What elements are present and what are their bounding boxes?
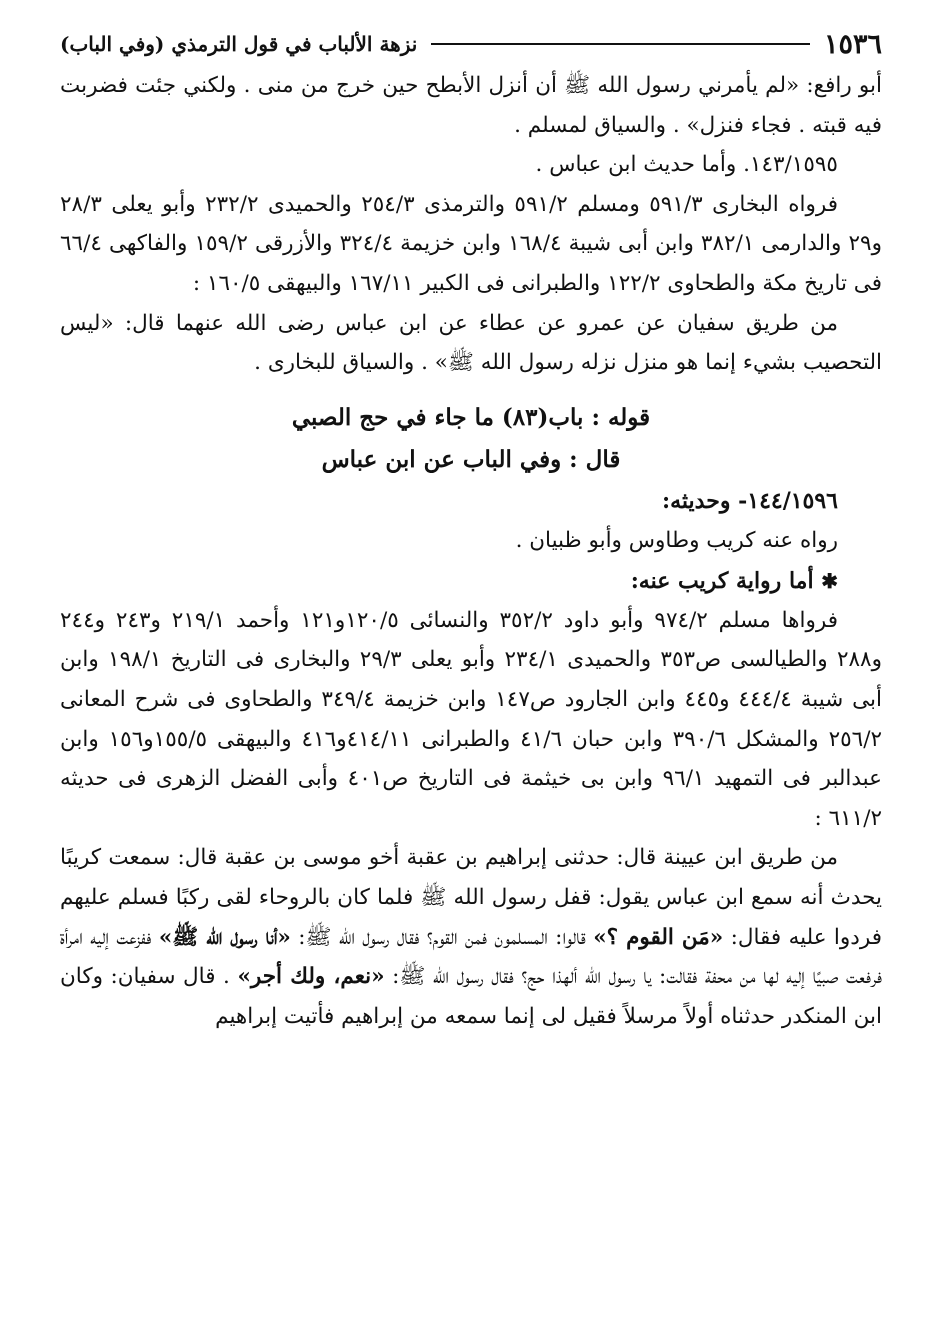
page-body (60, 66, 882, 1036)
chapter-subheading: قال : وفي الباب عن ابن عباس (321, 445, 621, 473)
hadith-1595-title: ١٤٣/١٥٩٥. وأما حديث ابن عباس . (535, 152, 838, 178)
page-number: ١٥٣٦ (823, 28, 882, 60)
isnad-text-a: من طريق ابن عيينة قال: حدثنى إبراهيم بن عقبة أخو موسى بن عقبة قال: سمعت كريبًا يحدث أنه سمع ابن عباس يقول: قفل رسول الله ﷺ فلما كان بالروحاء لقى ركبًا فسلم عليهم فردوا عليه فقال: (60, 845, 882, 950)
paragraph-isnad-1595: من طريق سفيان عن عمرو عن عطاء عن ابن عباس رضى الله عنهما قال: «ليس التحصيب بشيء إنما هو منزل نزله رسول الله ﷺ» . والسياق للبخارى . (60, 310, 882, 376)
isnad-text-c: ففزعت إليه امرأة فرفعت صبيًا إليه لها من محفة فقالت: يا رسول الله ألهذا حج؟ فقال رسول الله ﷺ: (60, 924, 882, 990)
chapter-heading: قوله : باب(٨٣) ما جاء في حج الصبي (291, 403, 651, 431)
paragraph-abu-rafi: أبو رافع: «لم يأمرني رسول الله ﷺ أن أنزل الأبطح حين خرج من منى . ولكني جئت فضربت فيه قبته . فجاء فنزل» . والسياق لمسلم . (60, 73, 882, 138)
isnad-text-b: قالوا: المسلمون فمن القوم؟ فقال رسول الله ﷺ: (290, 924, 594, 950)
star-bullet-icon: ✱ (821, 568, 838, 593)
narrators-line: رواه عنه كريب وطاوس وأبو ظبيان . (515, 527, 838, 553)
quote-naam: «نعم، ولك أجر» (237, 964, 385, 990)
running-title: نزهة الألباب في قول الترمذي (وفي الباب) (60, 32, 418, 56)
quote-ana-rasul: «أنا رسول الله ﷺ» (158, 924, 291, 950)
paragraph-takhrij-1596: فرواها مسلم ٩٧٤/٢ وأبو داود ٣٥٢/٢ والنسائى ١٢٠/٥و١٢١ وأحمد ٢١٩/١ و٢٤٣ و٢٤٤ و٢٨٨ والطيالسى ص٣٥٣ والحميدى ٢٣٤/١ وأبو يعلى ٢٩/٣ والبخارى فى التاريخ ١٩٨/١ وابن أبى شيبة ٤٤٤/٤ و٤٤٥ وابن الجارود ص١٤٧ وابن خزيمة ٣٤٩/٤ والطحاوى فى شرح المعانى ٢٥٦/٢ والمشكل ٣٩٠/٦ وابن حبان ٤١/٦ والطبرانى ٤١٤/١١و٤١٦ والبيهقى ١٥٥/٥و١٥٦ وابن عبدالبر فى التمهيد ٩٦/١ وابن بى خيثمة فى التاريخ ص٤٠١ وأبى الفضل الزهرى فى حديثه ٦١١/٢ : (60, 607, 883, 831)
hadith-1596-title: ١٤٤/١٥٩٦- وحديثه: (662, 487, 838, 514)
quote-man-al-qawm: «مَن القوم ؟» (593, 924, 724, 950)
isnad-text-d: . قال سفيان: وكان ابن المنكدر حدثناه أولاً مرسلاً فقيل لى إنما سمعه من إبراهيم فأتيت إبراهيم (60, 964, 882, 1029)
header-rule (431, 43, 810, 45)
kurayb-subheading-text: أما رواية كريب عنه: (630, 567, 814, 594)
kurayb-subheading (60, 561, 882, 601)
paragraph-takhrij-1595: فرواه البخارى ٥٩١/٣ ومسلم ٥٩١/٢ والترمذى ٢٥٤/٣ والحميدى ٢٣٢/٢ وأبو يعلى ٢٨/٣ و٢٩ والدارمى ٣٨٢/١ وابن أبى شيبة ١٦٨/٤ وابن خزيمة ٣٢٤/٤ والأزرقى ١٥٩/٢ والفاكهى ٦٦/٤ فى تاريخ مكة والطحاوى ١٢٢/٢ والطبرانى فى الكبير ١٦٧/١١ والبيهقى ١٦٠/٥ : (60, 191, 882, 296)
paragraph-isnad-1596 (60, 838, 882, 1036)
page-header (60, 22, 882, 66)
